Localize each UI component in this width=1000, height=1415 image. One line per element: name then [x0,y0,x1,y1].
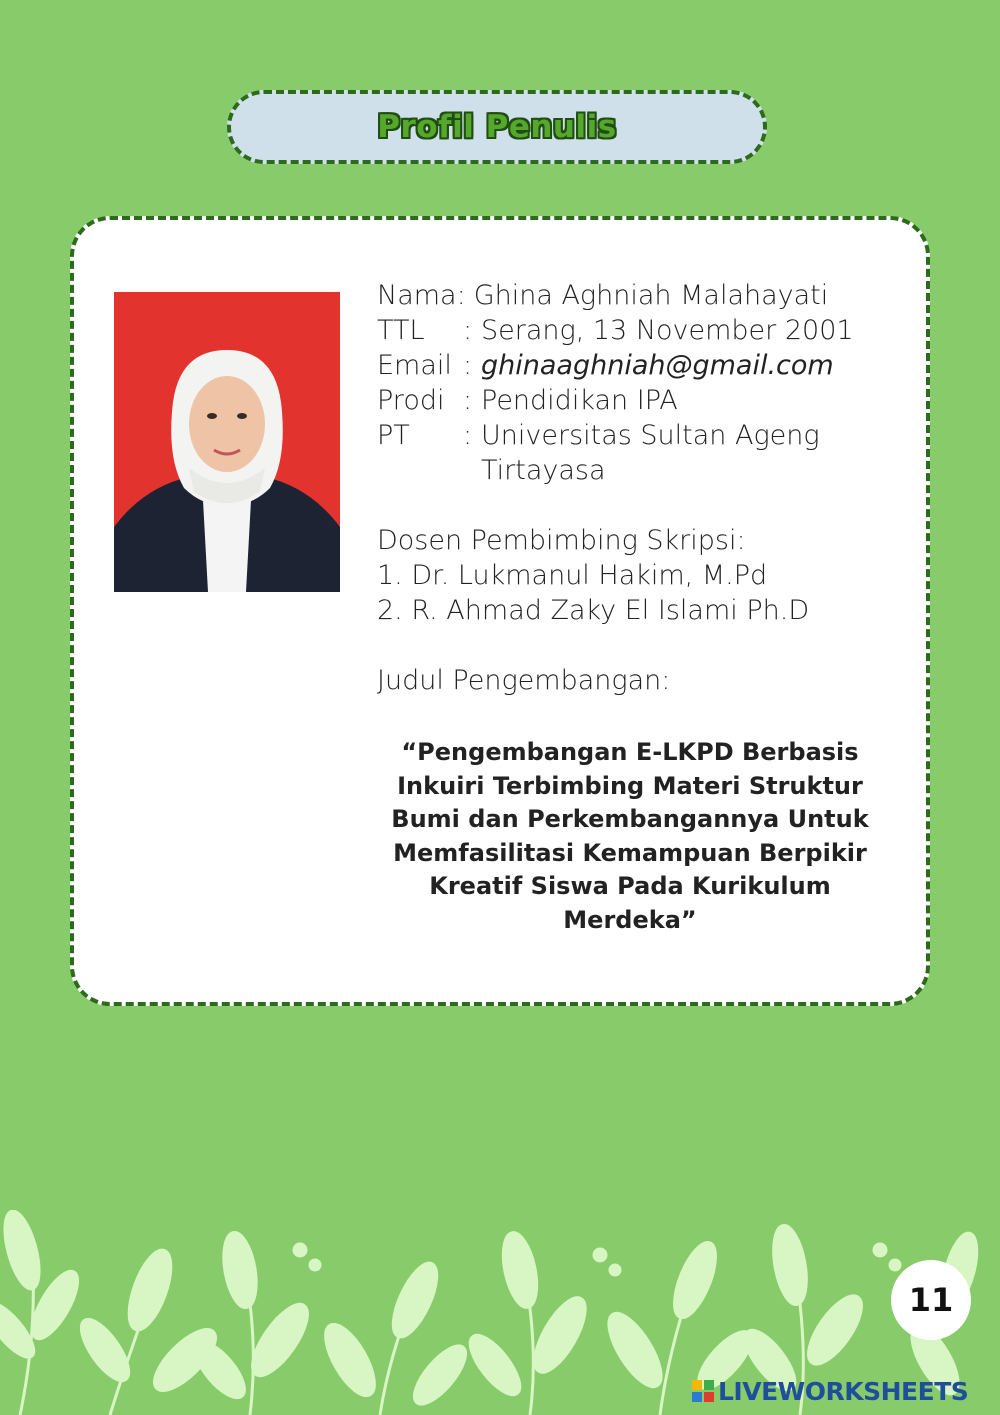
field-ttl [377,313,897,348]
judul-heading: Judul Pengembangan: [377,665,671,696]
field-pt [377,418,897,453]
page-number: 11 [891,1260,971,1340]
email-label: Email [377,350,452,381]
ttl-separator: : [463,315,473,346]
advisor-2: 2. R. Ahmad Zaky El Islami Ph.D [377,595,810,626]
prodi-label: Prodi [377,385,445,416]
brand-name: LIVEWORKSHEETS [718,1376,969,1406]
field-prodi [377,383,897,418]
prodi-separator: : [463,385,473,416]
field-nama [377,278,897,313]
portrait-illustration [114,292,340,592]
liveworksheets-logo-icon [692,1380,714,1402]
ttl-value: Serang, 13 November 2001 [481,315,854,346]
email-separator: : [463,350,473,381]
nama-label: Nama: [377,280,466,311]
field-email [377,348,897,383]
ttl-label: TTL [377,315,425,346]
pt-continuation: Tirtayasa [481,455,606,486]
prodi-value: Pendidikan IPA [481,385,678,416]
brand-watermark [692,1376,968,1406]
email-value: ghinaaghniah@gmail.com [481,350,834,381]
page-title: Profil Penulis [377,109,617,145]
title-banner [227,90,767,164]
advisors-heading: Dosen Pembimbing Skripsi: [377,525,746,556]
pt-separator: : [463,420,473,451]
nama-value: Ghina Aghniah Malahayati [473,280,829,311]
pt-label: PT [377,420,410,451]
advisor-1: 1. Dr. Lukmanul Hakim, M.Pd [377,560,768,591]
pt-value: Universitas Sultan Ageng [481,420,820,451]
profile-info [377,278,897,698]
author-photo [114,292,340,592]
judul-text: “Pengembangan E-LKPD Berbasis Inkuiri Terbimbing Materi Struktur Bumi dan Perkembangannya Untuk Memfasilitasi Kemampuan Berpikir Kreatif Siswa Pada Kurikulum Merdeka” [391,738,869,934]
